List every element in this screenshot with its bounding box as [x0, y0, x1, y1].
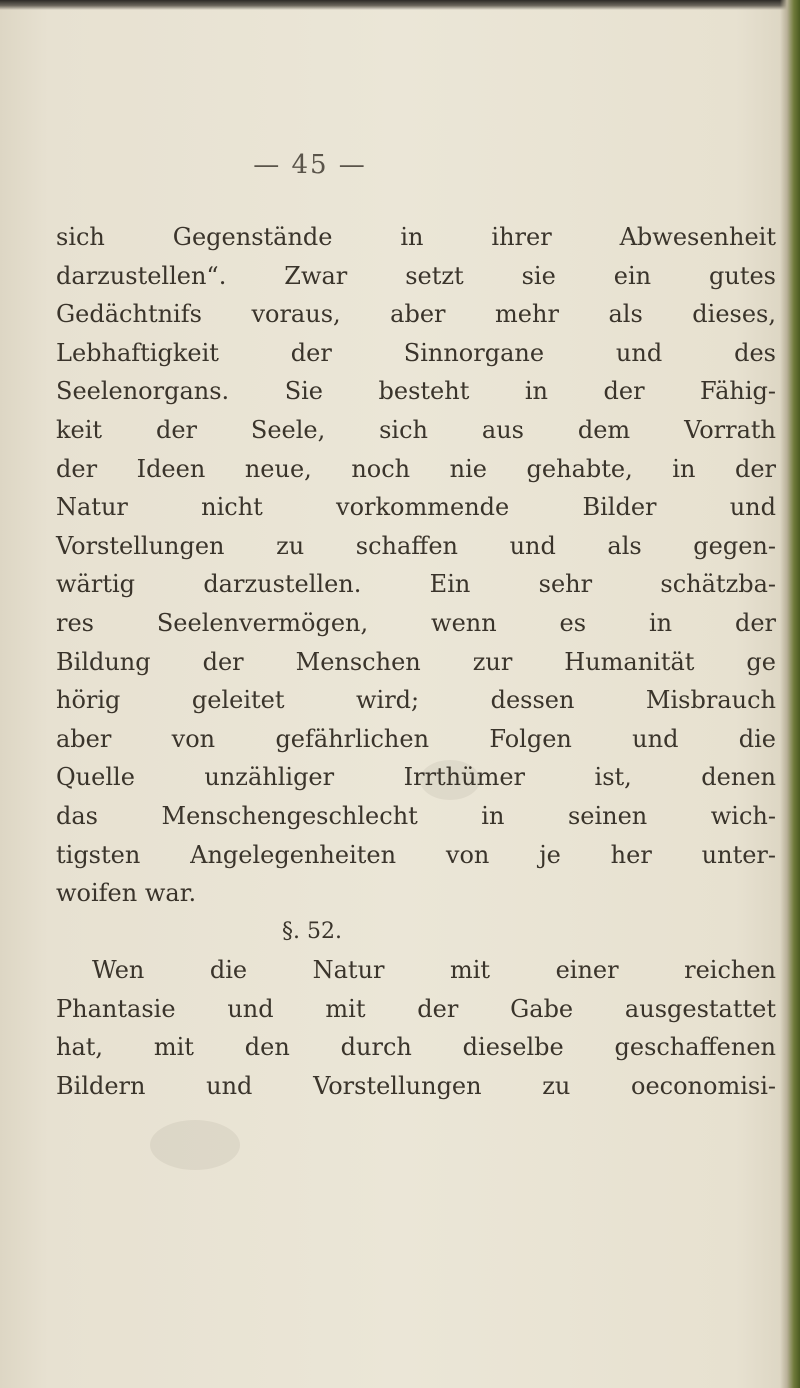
- body-text: [56, 218, 776, 1106]
- text-line: Gedächtnifs voraus, aber mehr als dieses,: [56, 300, 776, 329]
- text-line: keit der Seele, sich aus dem Vorrath: [56, 415, 776, 444]
- text-line: Lebhaftigkeit der Sinnorgane und des: [56, 338, 776, 367]
- text-line: Bildern und Vorstellungen zu oeconomisi-: [56, 1072, 776, 1101]
- text-line: Bildung der Menschen zur Humanität ge: [56, 647, 776, 676]
- text-line: sich Gegenstände in ihrer Abwesenheit: [56, 223, 776, 251]
- text-line: darzustellen“. Zwar setzt sie ein gutes: [56, 261, 776, 290]
- page-top-edge: [0, 0, 800, 10]
- text-line: das Menschengeschlecht in seinen wich-: [56, 801, 776, 830]
- paper-stain: [150, 1120, 240, 1170]
- page-binding-edge: [780, 0, 800, 1388]
- text-line: hat, mit den durch dieselbe geschaffenen: [56, 1033, 776, 1062]
- text-line: Phantasie und mit der Gabe ausgestattet: [56, 994, 776, 1023]
- text-line: der Ideen neue, noch nie gehabte, in der: [56, 454, 776, 483]
- text-line: Seelenorgans. Sie besteht in der Fähig-: [56, 377, 776, 406]
- page-number: — 45 —: [253, 150, 367, 180]
- text-line: wärtig darzustellen. Ein sehr schätzba-: [56, 570, 776, 599]
- text-line: woifen war.: [56, 879, 197, 908]
- text-line: hörig geleitet wird; dessen Misbrauch: [56, 686, 776, 715]
- text-line: Vorstellungen zu schaffen und als gegen-: [56, 531, 776, 560]
- text-line: aber von gefährlichen Folgen und die: [56, 724, 776, 753]
- section-heading: §. 52.: [282, 918, 342, 944]
- text-line: tigsten Angelegenheiten von je her unter-: [56, 840, 776, 869]
- text-line: Natur nicht vorkommende Bilder und: [56, 493, 776, 522]
- text-line: Quelle unzähliger Irrthümer ist, denen: [56, 763, 776, 792]
- text-line: res Seelenvermögen, wenn es in der: [56, 608, 776, 637]
- text-line: Wen die Natur mit einer reichen: [92, 956, 776, 985]
